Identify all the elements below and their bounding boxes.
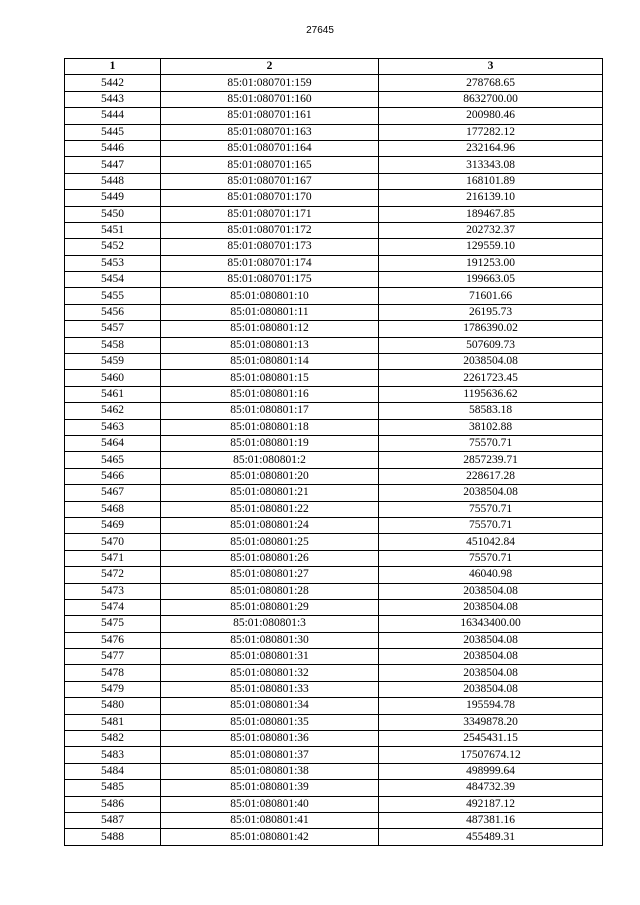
row-number-cell: 5465 — [65, 452, 161, 468]
table-row — [65, 485, 603, 501]
row-number-cell: 5453 — [65, 255, 161, 271]
table-header — [65, 59, 603, 75]
cadastral-number-cell: 85:01:080801:2 — [161, 452, 379, 468]
table-row — [65, 583, 603, 599]
table-row — [65, 435, 603, 451]
row-number-cell: 5463 — [65, 419, 161, 435]
row-number-cell: 5447 — [65, 157, 161, 173]
cadastral-number-cell: 85:01:080701:161 — [161, 108, 379, 124]
value-cell: 2261723.45 — [379, 370, 603, 386]
table-row — [65, 321, 603, 337]
row-number-cell: 5452 — [65, 239, 161, 255]
cadastral-number-cell: 85:01:080801:12 — [161, 321, 379, 337]
table-row — [65, 304, 603, 320]
column-header-3: 3 — [379, 59, 603, 75]
table-row — [65, 222, 603, 238]
row-number-cell: 5473 — [65, 583, 161, 599]
cadastral-number-cell: 85:01:080701:175 — [161, 272, 379, 288]
row-number-cell: 5482 — [65, 731, 161, 747]
value-cell: 191253.00 — [379, 255, 603, 271]
row-number-cell: 5480 — [65, 698, 161, 714]
value-cell: 507609.73 — [379, 337, 603, 353]
value-cell: 199663.05 — [379, 272, 603, 288]
value-cell: 2038504.08 — [379, 485, 603, 501]
table-row — [65, 91, 603, 107]
cadastral-number-cell: 85:01:080801:38 — [161, 763, 379, 779]
row-number-cell: 5451 — [65, 222, 161, 238]
value-cell: 2038504.08 — [379, 354, 603, 370]
cadastral-number-cell: 85:01:080801:20 — [161, 468, 379, 484]
row-number-cell: 5457 — [65, 321, 161, 337]
value-cell: 189467.85 — [379, 206, 603, 222]
row-number-cell: 5485 — [65, 780, 161, 796]
table-row — [65, 763, 603, 779]
column-header-2: 2 — [161, 59, 379, 75]
row-number-cell: 5487 — [65, 812, 161, 828]
cadastral-number-cell: 85:01:080801:36 — [161, 731, 379, 747]
table-row — [65, 517, 603, 533]
row-number-cell: 5443 — [65, 91, 161, 107]
cadastral-number-cell: 85:01:080701:174 — [161, 255, 379, 271]
table-row — [65, 501, 603, 517]
table-row — [65, 337, 603, 353]
cadastral-number-cell: 85:01:080801:16 — [161, 386, 379, 402]
table-row — [65, 599, 603, 615]
row-number-cell: 5467 — [65, 485, 161, 501]
value-cell: 200980.46 — [379, 108, 603, 124]
table-row — [65, 468, 603, 484]
value-cell: 58583.18 — [379, 403, 603, 419]
value-cell: 38102.88 — [379, 419, 603, 435]
table-row — [65, 173, 603, 189]
cadastral-number-cell: 85:01:080701:167 — [161, 173, 379, 189]
value-cell: 3349878.20 — [379, 714, 603, 730]
row-number-cell: 5446 — [65, 140, 161, 156]
cadastral-number-cell: 85:01:080701:165 — [161, 157, 379, 173]
value-cell: 278768.65 — [379, 75, 603, 91]
table-row — [65, 157, 603, 173]
table-row — [65, 386, 603, 402]
table-row — [65, 190, 603, 206]
row-number-cell: 5478 — [65, 665, 161, 681]
table-row — [65, 354, 603, 370]
value-cell: 75570.71 — [379, 517, 603, 533]
cadastral-number-cell: 85:01:080801:33 — [161, 681, 379, 697]
value-cell: 195594.78 — [379, 698, 603, 714]
cadastral-number-cell: 85:01:080701:164 — [161, 140, 379, 156]
row-number-cell: 5448 — [65, 173, 161, 189]
value-cell: 75570.71 — [379, 435, 603, 451]
row-number-cell: 5468 — [65, 501, 161, 517]
table-row — [65, 419, 603, 435]
row-number-cell: 5464 — [65, 435, 161, 451]
table-row — [65, 714, 603, 730]
value-cell: 26195.73 — [379, 304, 603, 320]
value-cell: 232164.96 — [379, 140, 603, 156]
value-cell: 487381.16 — [379, 812, 603, 828]
value-cell: 216139.10 — [379, 190, 603, 206]
row-number-cell: 5481 — [65, 714, 161, 730]
row-number-cell: 5442 — [65, 75, 161, 91]
cadastral-number-cell: 85:01:080801:24 — [161, 517, 379, 533]
cadastral-number-cell: 85:01:080801:29 — [161, 599, 379, 615]
value-cell: 168101.89 — [379, 173, 603, 189]
value-cell: 1786390.02 — [379, 321, 603, 337]
row-number-cell: 5456 — [65, 304, 161, 320]
row-number-cell: 5466 — [65, 468, 161, 484]
cadastral-number-cell: 85:01:080801:3 — [161, 616, 379, 632]
cadastral-number-cell: 85:01:080701:171 — [161, 206, 379, 222]
page-number: 27645 — [306, 25, 334, 36]
value-cell: 455489.31 — [379, 829, 603, 845]
table-row — [65, 649, 603, 665]
value-cell: 8632700.00 — [379, 91, 603, 107]
cadastral-number-cell: 85:01:080801:35 — [161, 714, 379, 730]
cadastral-number-cell: 85:01:080801:30 — [161, 632, 379, 648]
table-row — [65, 140, 603, 156]
cadastral-number-cell: 85:01:080801:34 — [161, 698, 379, 714]
row-number-cell: 5474 — [65, 599, 161, 615]
cadastral-number-cell: 85:01:080801:11 — [161, 304, 379, 320]
cadastral-number-cell: 85:01:080801:41 — [161, 812, 379, 828]
table-row — [65, 403, 603, 419]
table-row — [65, 124, 603, 140]
cadastral-number-cell: 85:01:080801:40 — [161, 796, 379, 812]
table-row — [65, 698, 603, 714]
row-number-cell: 5462 — [65, 403, 161, 419]
table-row — [65, 829, 603, 845]
cadastral-number-cell: 85:01:080801:42 — [161, 829, 379, 845]
cadastral-number-cell: 85:01:080801:37 — [161, 747, 379, 763]
row-number-cell: 5472 — [65, 567, 161, 583]
table-row — [65, 616, 603, 632]
cadastral-number-cell: 85:01:080801:32 — [161, 665, 379, 681]
table-row — [65, 665, 603, 681]
value-cell: 46040.98 — [379, 567, 603, 583]
table-row — [65, 812, 603, 828]
row-number-cell: 5484 — [65, 763, 161, 779]
value-cell: 451042.84 — [379, 534, 603, 550]
row-number-cell: 5471 — [65, 550, 161, 566]
cadastral-number-cell: 85:01:080701:172 — [161, 222, 379, 238]
value-cell: 2038504.08 — [379, 665, 603, 681]
table-row — [65, 272, 603, 288]
cadastral-number-cell: 85:01:080801:28 — [161, 583, 379, 599]
table-row — [65, 632, 603, 648]
table-row — [65, 255, 603, 271]
table-row — [65, 567, 603, 583]
cadastral-number-cell: 85:01:080801:22 — [161, 501, 379, 517]
cadastral-number-cell: 85:01:080801:21 — [161, 485, 379, 501]
table-row — [65, 780, 603, 796]
row-number-cell: 5459 — [65, 354, 161, 370]
value-cell: 313343.08 — [379, 157, 603, 173]
table-row — [65, 747, 603, 763]
cadastral-number-cell: 85:01:080801:13 — [161, 337, 379, 353]
value-cell: 2038504.08 — [379, 632, 603, 648]
cadastral-number-cell: 85:01:080801:18 — [161, 419, 379, 435]
value-cell: 2038504.08 — [379, 681, 603, 697]
value-cell: 2038504.08 — [379, 583, 603, 599]
value-cell: 492187.12 — [379, 796, 603, 812]
value-cell: 129559.10 — [379, 239, 603, 255]
value-cell: 71601.66 — [379, 288, 603, 304]
value-cell: 2545431.15 — [379, 731, 603, 747]
row-number-cell: 5477 — [65, 649, 161, 665]
row-number-cell: 5450 — [65, 206, 161, 222]
value-cell: 16343400.00 — [379, 616, 603, 632]
cadastral-number-cell: 85:01:080801:31 — [161, 649, 379, 665]
row-number-cell: 5488 — [65, 829, 161, 845]
value-cell: 177282.12 — [379, 124, 603, 140]
row-number-cell: 5445 — [65, 124, 161, 140]
row-number-cell: 5469 — [65, 517, 161, 533]
cadastral-number-cell: 85:01:080801:17 — [161, 403, 379, 419]
table-row — [65, 288, 603, 304]
table-row — [65, 108, 603, 124]
value-cell: 484732.39 — [379, 780, 603, 796]
cadastral-number-cell: 85:01:080801:10 — [161, 288, 379, 304]
cadastral-number-cell: 85:01:080801:15 — [161, 370, 379, 386]
table-row — [65, 681, 603, 697]
row-number-cell: 5455 — [65, 288, 161, 304]
row-number-cell: 5454 — [65, 272, 161, 288]
row-number-cell: 5483 — [65, 747, 161, 763]
row-number-cell: 5460 — [65, 370, 161, 386]
value-cell: 202732.37 — [379, 222, 603, 238]
data-table — [64, 58, 603, 846]
cadastral-number-cell: 85:01:080801:26 — [161, 550, 379, 566]
row-number-cell: 5444 — [65, 108, 161, 124]
cadastral-number-cell: 85:01:080801:25 — [161, 534, 379, 550]
value-cell: 75570.71 — [379, 501, 603, 517]
cadastral-number-cell: 85:01:080801:14 — [161, 354, 379, 370]
row-number-cell: 5479 — [65, 681, 161, 697]
column-header-1: 1 — [65, 59, 161, 75]
cadastral-number-cell: 85:01:080701:160 — [161, 91, 379, 107]
table-row — [65, 550, 603, 566]
cadastral-number-cell: 85:01:080701:159 — [161, 75, 379, 91]
row-number-cell: 5461 — [65, 386, 161, 402]
value-cell: 75570.71 — [379, 550, 603, 566]
row-number-cell: 5458 — [65, 337, 161, 353]
table-row — [65, 796, 603, 812]
value-cell: 2038504.08 — [379, 599, 603, 615]
value-cell: 228617.28 — [379, 468, 603, 484]
row-number-cell: 5476 — [65, 632, 161, 648]
table-row — [65, 239, 603, 255]
value-cell: 17507674.12 — [379, 747, 603, 763]
table-body — [65, 75, 603, 845]
value-cell: 498999.64 — [379, 763, 603, 779]
cadastral-number-cell: 85:01:080801:27 — [161, 567, 379, 583]
value-cell: 2038504.08 — [379, 649, 603, 665]
row-number-cell: 5470 — [65, 534, 161, 550]
table-row — [65, 206, 603, 222]
table-row — [65, 75, 603, 91]
value-cell: 2857239.71 — [379, 452, 603, 468]
cadastral-number-cell: 85:01:080701:173 — [161, 239, 379, 255]
cadastral-number-cell: 85:01:080801:19 — [161, 435, 379, 451]
table-row — [65, 452, 603, 468]
cadastral-number-cell: 85:01:080701:170 — [161, 190, 379, 206]
row-number-cell: 5486 — [65, 796, 161, 812]
cadastral-number-cell: 85:01:080801:39 — [161, 780, 379, 796]
row-number-cell: 5475 — [65, 616, 161, 632]
row-number-cell: 5449 — [65, 190, 161, 206]
table-row — [65, 534, 603, 550]
cadastral-number-cell: 85:01:080701:163 — [161, 124, 379, 140]
table-row — [65, 731, 603, 747]
header-row — [65, 59, 603, 75]
value-cell: 1195636.62 — [379, 386, 603, 402]
table-row — [65, 370, 603, 386]
